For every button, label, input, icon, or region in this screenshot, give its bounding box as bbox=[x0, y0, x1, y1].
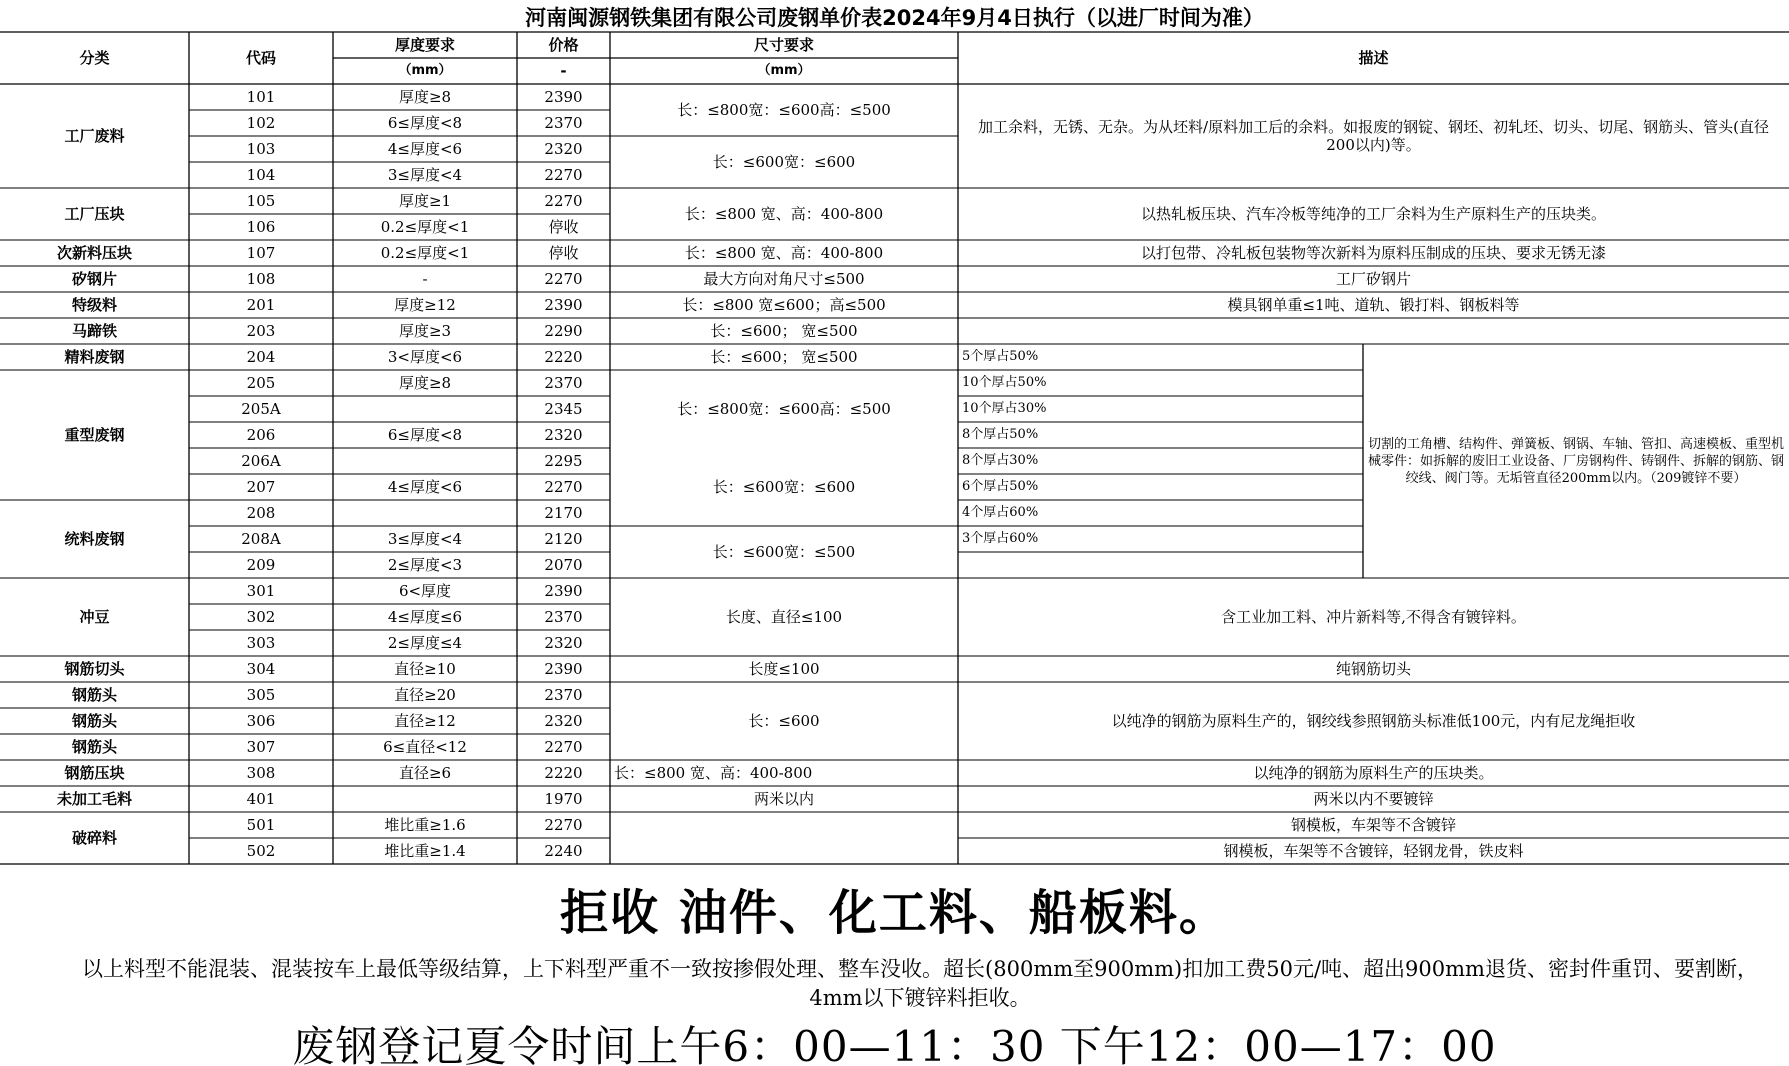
ratio-cell: 6个厚占50% bbox=[962, 479, 1039, 494]
code-cell: 201 bbox=[246, 296, 276, 314]
code-cell: 108 bbox=[246, 270, 276, 288]
header-category: 分类 bbox=[79, 49, 110, 67]
thickness-cell: - bbox=[422, 270, 428, 288]
size-cell: 长：≤600； 宽≤500 bbox=[710, 348, 858, 366]
thickness-cell: 4≤厚度<6 bbox=[387, 478, 463, 496]
description-cell: 模具钢单重≤1吨、道轨、锻打料、钢板料等 bbox=[1227, 296, 1520, 314]
price-cell: 2070 bbox=[544, 556, 583, 574]
price-cell: 2170 bbox=[544, 504, 583, 522]
price-cell: 2120 bbox=[544, 530, 583, 548]
description-cell: 工厂矽钢片 bbox=[1335, 270, 1411, 288]
price-cell: 2390 bbox=[544, 582, 583, 600]
description-cell: 以纯净的钢筋为原料生产的压块类。 bbox=[1253, 764, 1494, 782]
description-cell: 钢模板，车架等不含镀锌，轻钢龙骨，铁皮料 bbox=[1223, 842, 1524, 860]
thickness-cell: 厚度≥1 bbox=[398, 192, 452, 210]
code-cell: 204 bbox=[246, 348, 276, 366]
price-cell: 2390 bbox=[544, 88, 583, 106]
category-cell: 冲豆 bbox=[79, 608, 110, 626]
size-cell: 长：≤800宽：≤600高：≤500 bbox=[677, 101, 891, 119]
code-cell: 303 bbox=[246, 634, 276, 652]
description-cell: 以热轧板压块、汽车冷板等纯净的工厂余料为生产原料生产的压块类。 bbox=[1140, 205, 1606, 223]
thickness-cell: 堆比重≥1.4 bbox=[384, 842, 466, 860]
header-price: 价格 bbox=[548, 36, 579, 54]
ratio-cell: 3个厚占60% bbox=[962, 531, 1039, 546]
price-cell: 2320 bbox=[544, 426, 583, 444]
code-cell: 103 bbox=[246, 140, 276, 158]
thickness-cell: 6≤厚度<8 bbox=[387, 426, 463, 444]
category-cell: 钢筋头 bbox=[71, 712, 117, 730]
thickness-cell: 堆比重≥1.6 bbox=[384, 816, 466, 834]
heavy-description: 切割的工角槽、结构件、弹簧板、钢锅、车轴、管扣、高速模板、重型机械零件：如拆解的废旧工业设备、厂房钢构件、铸钢件、拆解的钢筋、钢绞线、阀门等。无垢管直径200mm以内。（209镀锌不要） bbox=[1367, 436, 1784, 486]
code-cell: 102 bbox=[246, 114, 276, 132]
header-code: 代码 bbox=[245, 49, 276, 67]
thickness-cell: 厚度≥3 bbox=[398, 322, 452, 340]
price-cell: 2320 bbox=[544, 140, 583, 158]
price-cell: 2270 bbox=[544, 270, 583, 288]
category-cell: 精料废钢 bbox=[64, 348, 125, 366]
price-cell: 2220 bbox=[544, 348, 583, 366]
code-cell: 205A bbox=[241, 400, 281, 418]
description-cell: 两米以内不要镀锌 bbox=[1313, 790, 1434, 808]
thickness-cell: 厚度≥12 bbox=[394, 296, 456, 314]
description-cell: 加工余料，无锈、无杂。为从坯料/原料加工后的余料。如报废的钢锭、钢坯、初轧坯、切头、切尾、钢筋头、管头(直径200以内)等。 bbox=[978, 118, 1769, 154]
size-cell: 长：≤600宽：≤500 bbox=[712, 543, 856, 561]
code-cell: 203 bbox=[246, 322, 276, 340]
registration-hours: 废钢登记夏令时间上午6：00—11：30 下午12：00—17：00 bbox=[292, 1022, 1497, 1066]
price-cell: 2220 bbox=[544, 764, 583, 782]
size-cell: 长度≤100 bbox=[748, 660, 820, 678]
header-thickness: 厚度要求 bbox=[394, 36, 455, 54]
code-cell: 501 bbox=[246, 816, 276, 834]
price-cell: 2270 bbox=[544, 478, 583, 496]
thickness-cell: 直径≥12 bbox=[394, 712, 456, 730]
ratio-cell: 4个厚占60% bbox=[962, 505, 1039, 520]
size-cell: 长：≤600 bbox=[748, 712, 820, 730]
category-cell: 钢筋头 bbox=[71, 738, 117, 756]
price-cell: 2320 bbox=[544, 634, 583, 652]
category-cell: 重型废钢 bbox=[64, 426, 125, 444]
price-cell: 2345 bbox=[544, 400, 583, 418]
size-cell: 长：≤800宽：≤600高：≤500 bbox=[677, 400, 891, 418]
size-cell: 最大方向对角尺寸≤500 bbox=[703, 270, 865, 288]
size-cell: 长：≤800 宽、高：400-800 bbox=[684, 244, 884, 262]
thickness-cell: 直径≥10 bbox=[394, 660, 456, 678]
price-cell: 2320 bbox=[544, 712, 583, 730]
price-cell: 2390 bbox=[544, 296, 583, 314]
code-cell: 401 bbox=[246, 790, 276, 808]
price-cell: 2270 bbox=[544, 738, 583, 756]
ratio-cell: 10个厚占50% bbox=[962, 375, 1047, 390]
category-cell: 钢筋压块 bbox=[64, 764, 125, 782]
code-cell: 207 bbox=[246, 478, 276, 496]
ratio-cell: 8个厚占30% bbox=[962, 453, 1039, 468]
price-cell: 2240 bbox=[544, 842, 583, 860]
code-cell: 206 bbox=[246, 426, 276, 444]
thickness-cell: 3≤厚度<4 bbox=[387, 166, 463, 184]
ratio-cell: 8个厚占50% bbox=[962, 427, 1039, 442]
description-cell: 钢模板，车架等不含镀锌 bbox=[1290, 816, 1456, 834]
code-cell: 205 bbox=[246, 374, 276, 392]
size-cell: 长：≤600宽：≤600 bbox=[712, 153, 856, 171]
price-cell: 2370 bbox=[544, 608, 583, 626]
header-size: 尺寸要求 bbox=[753, 36, 814, 54]
thickness-cell: 6≤直径<12 bbox=[383, 738, 467, 756]
ratio-cell: 5个厚占50% bbox=[962, 349, 1039, 364]
size-cell: 长：≤800 宽、高：400-800 bbox=[614, 764, 813, 782]
size-cell: 长：≤600； 宽≤500 bbox=[710, 322, 858, 340]
code-cell: 306 bbox=[246, 712, 276, 730]
category-cell: 破碎料 bbox=[71, 829, 117, 847]
thickness-cell bbox=[333, 500, 517, 526]
thickness-cell: 6<厚度 bbox=[398, 582, 452, 600]
code-cell: 308 bbox=[246, 764, 276, 782]
thickness-cell: 0.2≤厚度<1 bbox=[380, 218, 470, 236]
size-cell: 长：≤600宽：≤600 bbox=[712, 478, 856, 496]
size-cell: 长：≤800 宽、高：400-800 bbox=[684, 205, 884, 223]
code-cell: 107 bbox=[246, 244, 276, 262]
thickness-cell bbox=[333, 396, 517, 422]
thickness-cell bbox=[333, 786, 517, 812]
price-cell: 2370 bbox=[544, 114, 583, 132]
code-cell: 302 bbox=[246, 608, 276, 626]
thickness-cell: 厚度≥8 bbox=[398, 374, 452, 392]
header-thickness-unit: （mm） bbox=[398, 63, 452, 78]
code-cell: 307 bbox=[246, 738, 276, 756]
price-cell: 2270 bbox=[544, 816, 583, 834]
page-title: 河南闽源钢铁集团有限公司废钢单价表2024年9月4日执行（以进厂时间为准） bbox=[525, 6, 1264, 30]
code-cell: 209 bbox=[246, 556, 276, 574]
category-cell: 次新料压块 bbox=[56, 244, 132, 262]
category-cell: 矽钢片 bbox=[71, 270, 117, 288]
price-cell: 2270 bbox=[544, 192, 583, 210]
category-cell: 未加工毛料 bbox=[56, 790, 132, 808]
code-cell: 206A bbox=[241, 452, 281, 470]
rules-notes: 以上料型不能混装、混装按车上最低等级结算，上下料型严重不一致按掺假处理、整车没收。超长(800mm至900mm)扣加工费50元/吨、超出900mm退货、密封件重罚、要割断，4mm以下镀锌料拒收。 bbox=[82, 957, 1758, 1010]
thickness-cell: 厚度≥8 bbox=[398, 88, 452, 106]
code-cell: 304 bbox=[246, 660, 276, 678]
price-cell: 1970 bbox=[544, 790, 583, 808]
header-description: 描述 bbox=[1358, 49, 1389, 67]
category-cell: 特级料 bbox=[71, 296, 117, 314]
description-cell: 纯钢筋切头 bbox=[1335, 660, 1411, 678]
category-cell: 马蹄铁 bbox=[71, 322, 117, 340]
category-cell: 工厂压块 bbox=[64, 205, 125, 223]
category-cell: 工厂废料 bbox=[64, 127, 125, 145]
thickness-cell: 2≤厚度<3 bbox=[387, 556, 463, 574]
code-cell: 301 bbox=[246, 582, 276, 600]
ratio-cell: 10个厚占30% bbox=[962, 401, 1047, 416]
size-cell: 长度、直径≤100 bbox=[725, 608, 843, 626]
category-cell: 钢筋切头 bbox=[64, 660, 125, 678]
thickness-cell: 0.2≤厚度<1 bbox=[380, 244, 470, 262]
price-cell: 2370 bbox=[544, 686, 583, 704]
code-cell: 208 bbox=[246, 504, 276, 522]
code-cell: 502 bbox=[246, 842, 276, 860]
description-cell: 以打包带、冷轧板包装物等次新料为原料压制成的压块、要求无锈无漆 bbox=[1140, 244, 1606, 262]
category-cell: 统料废钢 bbox=[64, 530, 125, 548]
price-cell: 2290 bbox=[544, 322, 583, 340]
size-cell: 长：≤800 宽≤600；高≤500 bbox=[682, 296, 886, 314]
code-cell: 106 bbox=[246, 218, 276, 236]
code-cell: 104 bbox=[246, 166, 276, 184]
description-cell: 含工业加工料、冲片新料等,不得含有镀锌料。 bbox=[1221, 608, 1526, 626]
header-size-unit: （mm） bbox=[757, 63, 811, 78]
size-cell: 两米以内 bbox=[753, 790, 814, 808]
thickness-cell: 直径≥6 bbox=[398, 764, 452, 782]
thickness-cell: 2≤厚度≤4 bbox=[387, 634, 463, 652]
price-cell: 停收 bbox=[548, 244, 579, 262]
thickness-cell bbox=[333, 448, 517, 474]
price-cell: 2390 bbox=[544, 660, 583, 678]
code-cell: 305 bbox=[246, 686, 276, 704]
code-cell: 101 bbox=[246, 88, 276, 106]
thickness-cell: 3<厚度<6 bbox=[387, 348, 463, 366]
price-cell: 停收 bbox=[548, 218, 579, 236]
thickness-cell: 6≤厚度<8 bbox=[387, 114, 463, 132]
thickness-cell: 4≤厚度≤6 bbox=[387, 608, 463, 626]
thickness-cell: 4≤厚度<6 bbox=[387, 140, 463, 158]
category-cell: 钢筋头 bbox=[71, 686, 117, 704]
code-cell: 208A bbox=[241, 530, 281, 548]
code-cell: 105 bbox=[246, 192, 276, 210]
price-cell: 2295 bbox=[544, 452, 583, 470]
price-cell: 2270 bbox=[544, 166, 583, 184]
reject-notice: 拒收 油件、化工料、船板料。 bbox=[560, 884, 1229, 941]
thickness-cell: 3≤厚度<4 bbox=[387, 530, 463, 548]
price-cell: 2370 bbox=[544, 374, 583, 392]
header-price-unit: - bbox=[560, 62, 567, 80]
description-cell: 以纯净的钢筋为原料生产的，钢绞线参照钢筋头标准低100元，内有尼龙绳拒收 bbox=[1111, 712, 1636, 730]
thickness-cell: 直径≥20 bbox=[394, 686, 456, 704]
